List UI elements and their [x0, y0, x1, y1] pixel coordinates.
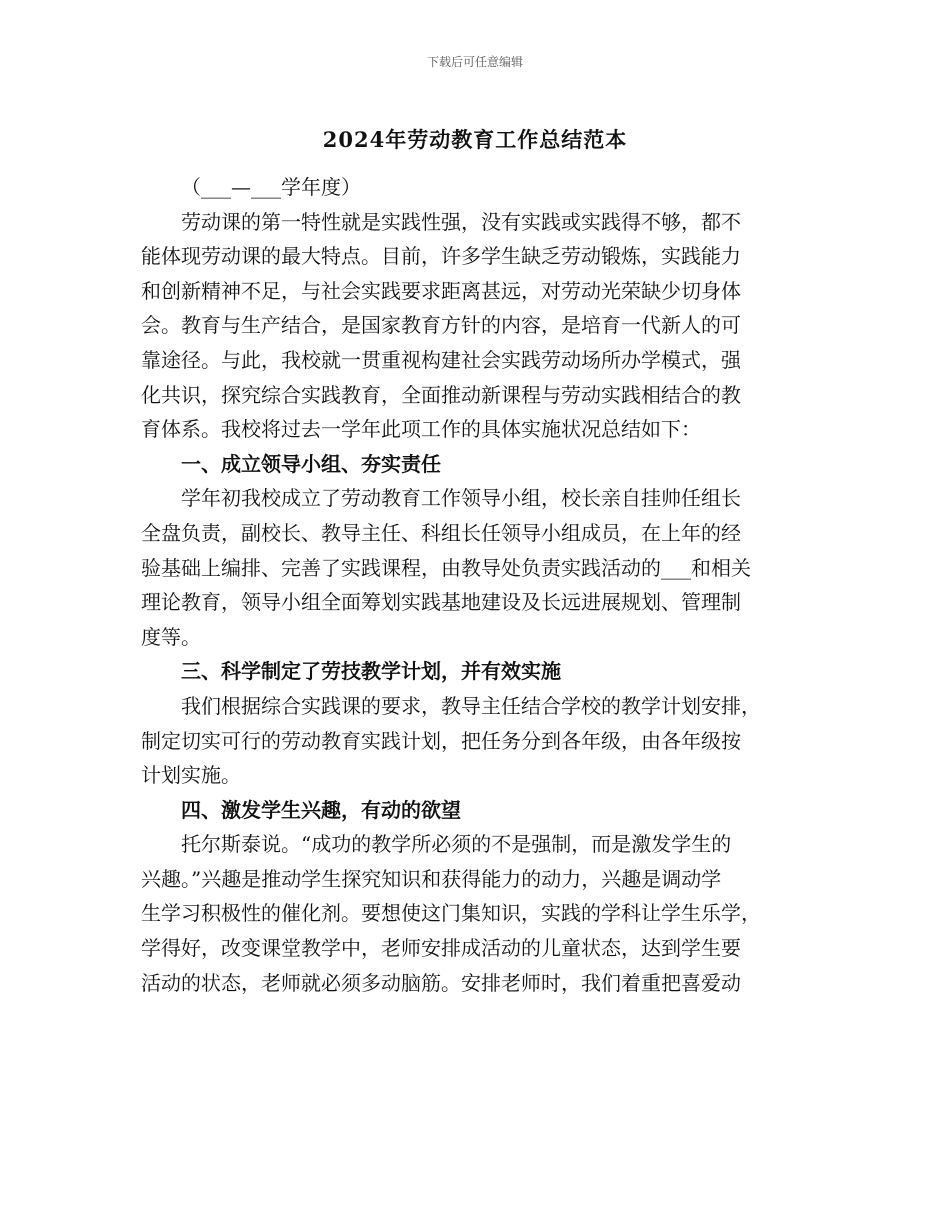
text-line: 靠途径。与此，我校就一贯重视构建社会实践劳动场所办学模式，强 — [141, 347, 741, 372]
section-heading: 三、科学制定了劳技教学计划，并有效实施 — [181, 659, 561, 684]
section-heading: 四、激发学生兴趣，有动的欲望 — [181, 797, 461, 822]
document-title: 2024年劳动教育工作总结范本 — [322, 127, 628, 152]
text-line: 能体现劳动课的最大特点。目前，许多学生缺乏劳动锻炼，实践能力 — [141, 244, 741, 269]
text-line: 制定切实可行的劳动教育实践计划，把任务分到各年级，由各年级按 — [141, 728, 741, 753]
text-line: 劳动课的第一特性就是实践性强，没有实践或实践得不够，都不 — [181, 209, 741, 234]
header-note: 下载后可任意编辑 — [426, 55, 523, 69]
text-line: 托尔斯泰说。“成功的教学所必须的不是强制，而是激发学生的 — [181, 832, 732, 857]
text-line: 度等。 — [141, 624, 201, 649]
text-line: 学得好，改变课堂教学中，老师安排成活动的儿童状态，达到学生要 — [141, 936, 741, 961]
text-line: 理论教育，领导小组全面筹划实践基地建设及长远进展规划、管理制 — [141, 590, 741, 615]
text-line: 和创新精神不足，与社会实践要求距离甚远，对劳动光荣缺少切身体 — [141, 278, 741, 303]
text-line: 兴趣。”兴趣是推动学生探究知识和获得能力的动力，兴趣是调动学 — [141, 866, 722, 891]
section-paragraph — [141, 689, 813, 793]
text-line: 化共识，探究综合实践教育，全面推动新课程与劳动实践相结合的教 — [141, 382, 741, 407]
school-year-line: （___—___学年度） — [181, 175, 361, 199]
text-line: 会。教育与生产结合，是国家教育方针的内容，是培育一代新人的可 — [141, 313, 741, 338]
document-body — [141, 170, 813, 1000]
text-line: 活动的状态，老师就必须多动脑筋。安排老师时，我们着重把喜爱动 — [141, 970, 741, 995]
text-line: 全盘负责，副校长、教导主任、科组长任领导小组成员，在上年的经 — [141, 520, 741, 545]
intro-paragraph — [141, 205, 813, 447]
section-paragraph — [141, 481, 813, 654]
text-line: 学年初我校成立了劳动教育工作领导小组，校长亲自挂帅任组长 — [181, 486, 741, 511]
section-heading: 一、成立领导小组、夯实责任 — [181, 451, 441, 476]
text-line: 生学习积极性的催化剂。要想使这门集知识，实践的学科让学生乐学， — [141, 901, 761, 926]
text-line: 计划实施。 — [141, 763, 241, 788]
section-paragraph — [141, 827, 813, 1000]
text-line: 验基础上编排、完善了实践课程，由教导处负责实践活动的___和相关 — [141, 555, 751, 580]
text-line: 我们根据综合实践课的要求，教导主任结合学校的教学计划安排， — [181, 693, 761, 718]
text-line: 育体系。我校将过去一学年此项工作的具体实施状况总结如下： — [141, 417, 701, 442]
